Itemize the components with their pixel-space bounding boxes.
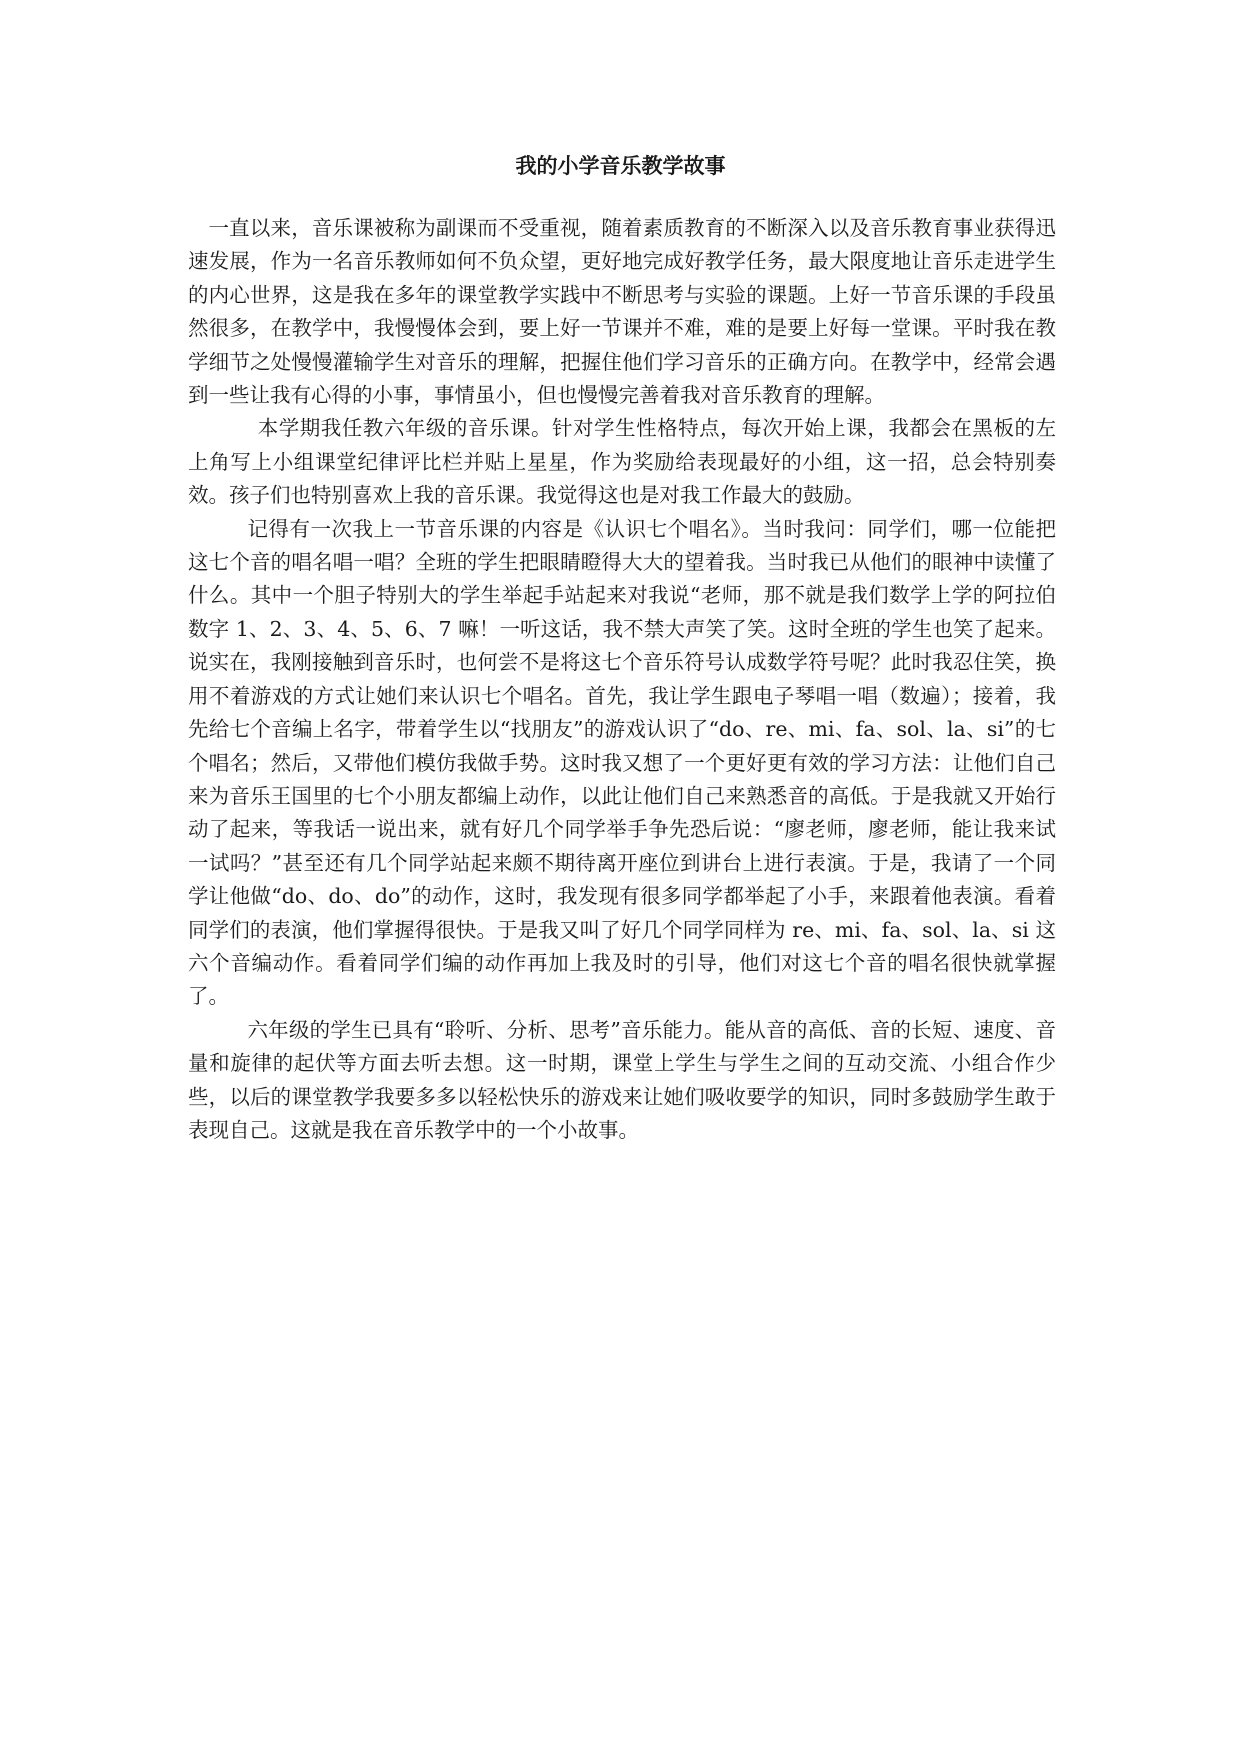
paragraph-1: 一直以来，音乐课被称为副课而不受重视，随着素质教育的不断深入以及音乐教育事业获得迅速发展，作为一名音乐教师如何不负众望，更好地完成好教学任务，最大限度地让音乐走进学生的内心世界，这是我在多年的课堂教学实践中不断思考与实验的课题。上好一节音乐课的手段虽然很多，在教学中，我慢慢体会到，要上好一节课并不难，难的是要上好每一堂课。平时我在教学细节之处慢慢灌输学生对音乐的理解，把握住他们学习音乐的正确方向。在教学中，经常会遇到一些让我有心得的小事，事情虽小，但也慢慢完善着我对音乐教育的理解。 — [188, 216, 1056, 408]
paragraph-3: 记得有一次我上一节音乐课的内容是《认识七个唱名》。当时我问：同学们，哪一位能把这七个音的唱名唱一唱？全班的学生把眼睛瞪得大大的望着我。当时我已从他们的眼神中读懂了什么。其中一个胆子特别大的学生举起手站起来对我说“老师，那不就是我们数学上学的阿拉伯数字 1、2、3、4、5、6、7 嘛！一听这话，我不禁大声笑了笑。这时全班的学生也笑了起来。说实在，我刚接触到音乐时，也何尝不是将这七个音乐符号认成数学符号呢？此时我忍住笑，换用不着游戏的方式让她们来认识七个唱名。首先，我让学生跟电子琴唱一唱（数遍）；接着，我先给七个音编上名字，带着学生以“找朋友”的游戏认识了“do、re、mi、fa、sol、la、si”的七个唱名；然后，又带他们模仿我做手势。这时我又想了一个更好更有效的学习方法：让他们自己来为音乐王国里的七个小朋友都编上动作，以此让他们自己来熟悉音的高低。于是我就又开始行动了起来，等我话一说出来，就有好几个同学举手争先恐后说：“廖老师，廖老师，能让我来试一试吗？”甚至还有几个同学站起来颇不期待离开座位到讲台上进行表演。于是，我请了一个同学让他做“do、do、do”的动作，这时，我发现有很多同学都举起了小手，来跟着他表演。看着同学们的表演，他们掌握得很快。于是我又叫了好几个同学同样为 re、mi、fa、sol、la、si 这六个音编动作。看着同学们编的动作再加上我及时的引导，他们对这七个音的唱名很快就掌握了。 — [188, 516, 1056, 1009]
paragraph-2: 本学期我任教六年级的音乐课。针对学生性格特点，每次开始上课，我都会在黑板的左上角写上小组课堂纪律评比栏并贴上星星，作为奖励给表现最好的小组，这一招，总会特别奏效。孩子们也特别喜欢上我的音乐课。我觉得这也是对我工作最大的鼓励。 — [188, 416, 1056, 508]
paragraph-4: 六年级的学生已具有“聆听、分析、思考”音乐能力。能从音的高低、音的长短、速度、音量和旋律的起伏等方面去听去想。这一时期，课堂上学生与学生之间的互动交流、小组合作少些，以后的课堂教学我要多多以轻松快乐的游戏来让她们吸收要学的知识，同时多鼓励学生敢于表现自己。这就是我在音乐教学中的一个小故事。 — [188, 1017, 1056, 1142]
document-title: 我的小学音乐教学故事 — [515, 153, 726, 178]
document-body — [188, 212, 1056, 1147]
